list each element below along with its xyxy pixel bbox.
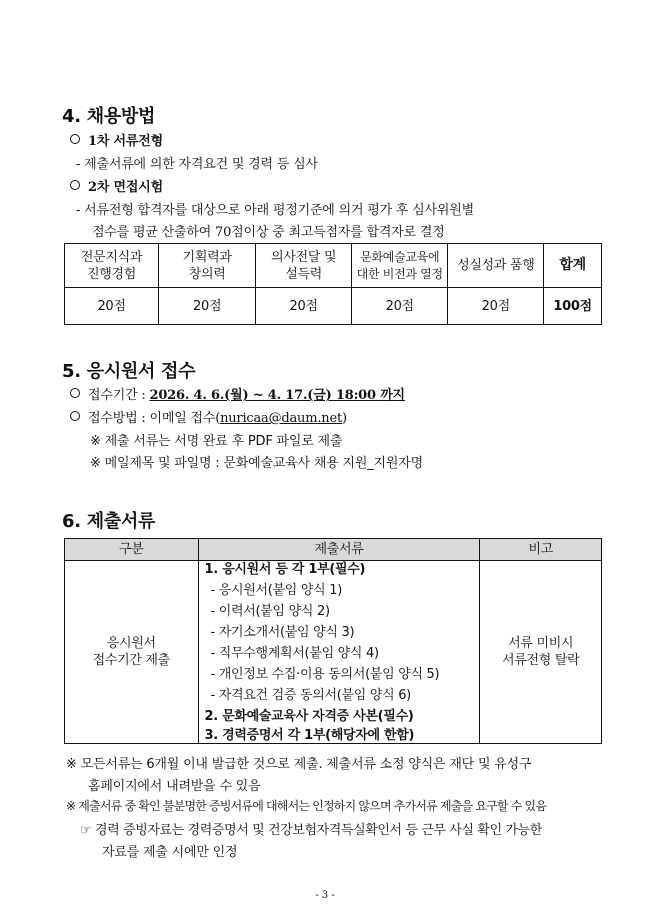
step2-description-line2: 점수를 평균 산출하여 70점이상 중 최고득점자를 합격자로 결정 <box>92 225 445 240</box>
footnote-validity-line2: 홈페이지에서 내려받을 수 있음 <box>88 779 261 794</box>
circle-bullet-icon <box>70 411 80 421</box>
document-item: - 응시원서(붙임 양식 1) <box>210 583 342 598</box>
application-method: 접수방법 : 이메일 접수(nuricaa@daum.net) <box>70 407 347 426</box>
step2-description-line1: - 서류전형 합격자를 대상으로 아래 평정기준에 의거 평가 후 심사위원별 <box>76 203 474 218</box>
footnote-validity-line1: ※ 모든서류는 6개월 이내 발급한 것으로 제출. 제출서류 소정 양식은 재단 및 유성구 <box>66 757 532 772</box>
step1-description: - 제출서류에 의한 자격요건 및 경력 등 심사 <box>76 157 318 172</box>
documents-remarks: 서류 미비시 서류전형 탈락 <box>480 561 602 744</box>
email-link[interactable]: nuricaa@daum.net <box>220 411 342 426</box>
documents-header-remarks: 비고 <box>480 539 602 561</box>
document-item: - 개인정보 수집·이용 동의서(붙임 양식 5) <box>210 667 440 682</box>
document-item: 3. 경력증명서 각 1부(해당자에 한함) <box>204 728 415 743</box>
pdf-note: ※ 제출 서류는 서명 완료 후 PDF 파일로 제출 <box>90 434 343 449</box>
footnote-evidence: ※ 제출서류 중 확인 불분명한 증빙서류에 대해서는 인정하지 않으며 추가서류 제출을 요구할 수 있음 <box>66 799 547 813</box>
criteria-score: 20점 <box>159 288 256 325</box>
section5-title: 5. 응시원서 접수 <box>62 361 196 382</box>
section4-title: 4. 채용방법 <box>62 106 156 127</box>
document-item: - 자격요건 검증 동의서(붙임 양식 6) <box>210 688 411 703</box>
page-number: - 3 - <box>315 890 335 901</box>
document-item: 1. 응시원서 등 각 1부(필수) <box>204 562 366 577</box>
document-item: - 직무수행계획서(붙임 양식 4) <box>210 646 379 661</box>
step2-label: 2차 면접시험 <box>70 176 163 195</box>
footnote-career-line1: ☞ 경력 증빙자료는 경력증명서 및 건강보험자격득실확인서 등 근무 사실 확인 가능한 <box>80 823 542 838</box>
criteria-score: 20점 <box>448 288 544 325</box>
document-item: - 자기소개서(붙임 양식 3) <box>210 625 355 640</box>
criteria-header: 성실성과 품행 <box>448 244 544 288</box>
criteria-header: 전문지식과 진행경험 <box>65 244 159 288</box>
application-period: 접수기간 : 2026. 4. 6.(월) ~ 4. 17.(금) 18:00 까지 <box>70 384 405 403</box>
criteria-score: 20점 <box>65 288 159 325</box>
mail-title-note: ※ 메일제목 및 파일명 : 문화예술교육사 채용 지원_지원자명 <box>90 456 423 471</box>
document-item: 2. 문화예술교육사 자격증 사본(필수) <box>204 709 414 724</box>
criteria-header: 기획력과 창의력 <box>159 244 256 288</box>
criteria-header-total: 합계 <box>544 244 602 288</box>
document-item: - 이력서(붙임 양식 2) <box>210 604 330 619</box>
documents-header-documents: 제출서류 <box>198 539 480 561</box>
circle-bullet-icon <box>70 388 80 398</box>
application-period-value: 2026. 4. 6.(월) ~ 4. 17.(금) 18:00 까지 <box>149 388 405 403</box>
criteria-score-total: 100점 <box>544 288 602 325</box>
step1-label: 1차 서류전형 <box>70 130 163 149</box>
criteria-score: 20점 <box>352 288 448 325</box>
documents-table <box>64 538 602 744</box>
criteria-table <box>64 243 602 325</box>
section6-title: 6. 제출서류 <box>62 511 156 532</box>
circle-bullet-icon <box>70 134 80 144</box>
circle-bullet-icon <box>70 180 80 190</box>
documents-list <box>198 561 480 744</box>
footnote-career-line2: 자료를 제출 시에만 인정 <box>102 845 238 860</box>
criteria-header: 문화예술교육에 대한 비전과 열정 <box>352 244 448 288</box>
criteria-header: 의사전달 및 설득력 <box>256 244 352 288</box>
documents-category: 응시원서 접수기간 제출 <box>65 561 199 744</box>
criteria-score: 20점 <box>256 288 352 325</box>
documents-header-category: 구분 <box>65 539 199 561</box>
